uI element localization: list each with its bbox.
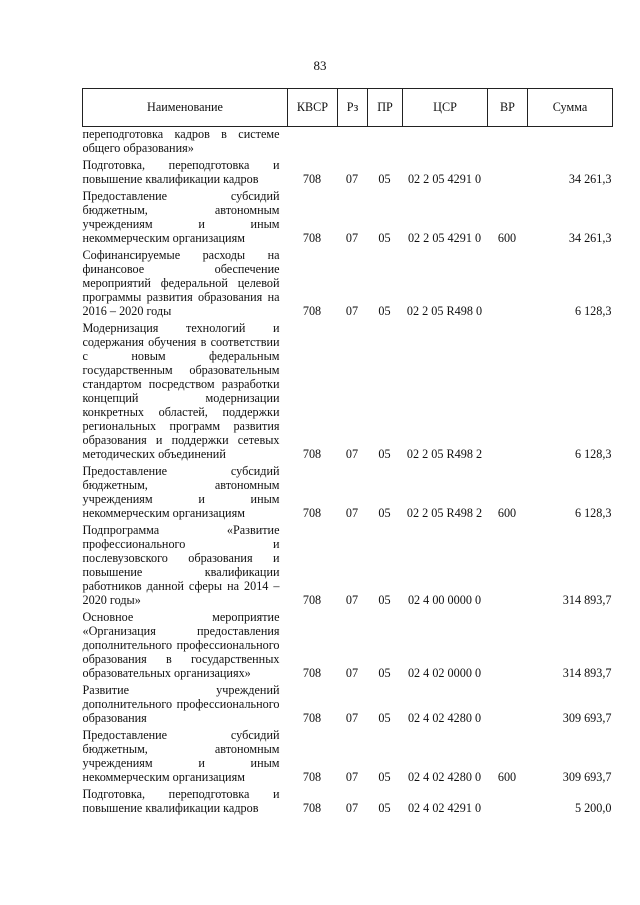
cell-name: переподготовка кадров в системе общего образования» bbox=[82, 127, 280, 155]
cell-csr: 02 4 02 4280 0 bbox=[407, 711, 482, 725]
cell-pr: 05 bbox=[378, 801, 391, 815]
cell-vr bbox=[488, 681, 528, 726]
cell-pr: 05 bbox=[378, 304, 391, 318]
cell-name: Подготовка, переподготовка и повышение квалификации кадров bbox=[82, 158, 280, 186]
cell-name: Развитие учреждений дополнительного профессионального образования bbox=[82, 683, 280, 725]
cell-pr: 05 bbox=[378, 666, 391, 680]
cell-pr: 05 bbox=[378, 711, 391, 725]
cell-csr bbox=[403, 127, 488, 157]
cell-sum: 6 128,3 bbox=[574, 506, 612, 520]
cell-pr: 05 bbox=[378, 593, 391, 607]
cell-kvsr bbox=[288, 127, 338, 157]
cell-vr bbox=[488, 785, 528, 816]
cell-csr: 02 4 02 4291 0 bbox=[407, 801, 482, 815]
header-rz: Рз bbox=[338, 89, 368, 127]
cell-kvsr: 708 bbox=[302, 231, 322, 245]
cell-vr: 600 bbox=[497, 770, 517, 784]
cell-vr: 600 bbox=[497, 231, 517, 245]
cell-name: Предоставление субсидий бюджетным, автономным учреждениям и иным некоммерческим организациям bbox=[82, 728, 280, 784]
table-row bbox=[83, 319, 613, 462]
cell-name: Предоставление субсидий бюджетным, автономным учреждениям и иным некоммерческим организациям bbox=[82, 464, 280, 520]
page-number: 83 bbox=[313, 58, 327, 73]
cell-rz: 07 bbox=[345, 506, 359, 520]
table-row bbox=[83, 726, 613, 785]
cell-sum: 6 128,3 bbox=[574, 447, 612, 461]
cell-pr: 05 bbox=[378, 172, 391, 186]
cell-rz: 07 bbox=[345, 304, 359, 318]
cell-sum: 314 893,7 bbox=[562, 593, 612, 607]
cell-rz: 07 bbox=[345, 231, 359, 245]
cell-sum bbox=[528, 127, 613, 157]
cell-vr: 600 bbox=[497, 506, 517, 520]
table-row bbox=[83, 608, 613, 681]
cell-sum: 309 693,7 bbox=[562, 711, 612, 725]
table-row bbox=[83, 246, 613, 319]
cell-name: Предоставление субсидий бюджетным, автономным учреждениям и иным некоммерческим организациям bbox=[82, 189, 280, 245]
cell-pr: 05 bbox=[378, 447, 391, 461]
cell-rz: 07 bbox=[345, 711, 359, 725]
cell-sum: 309 693,7 bbox=[562, 770, 612, 784]
header-kvsr: КВСР bbox=[288, 89, 338, 127]
cell-kvsr: 708 bbox=[302, 770, 322, 784]
table-row bbox=[83, 462, 613, 521]
cell-kvsr: 708 bbox=[302, 711, 322, 725]
cell-rz: 07 bbox=[345, 666, 359, 680]
budget-table bbox=[82, 88, 613, 816]
cell-name: Софинансируемые расходы на финансовое обеспечение мероприятий федеральной целевой программы развития образования на 2016 – 2020 годы bbox=[82, 248, 280, 318]
cell-csr: 02 2 05 R498 2 bbox=[406, 506, 483, 520]
cell-kvsr: 708 bbox=[302, 172, 322, 186]
cell-name: Модернизация технологий и содержания обучения в соответствии с новым федеральным государственным образовательным стандартом посредством разработки концепций модернизации конкретных областей, поддержки региональных программ развития образования и поддержки сетевых методических объединений bbox=[82, 321, 280, 461]
cell-vr bbox=[488, 127, 528, 157]
cell-sum: 314 893,7 bbox=[562, 666, 612, 680]
table-body bbox=[83, 127, 613, 817]
cell-rz: 07 bbox=[345, 447, 359, 461]
table-row bbox=[83, 156, 613, 187]
cell-csr: 02 2 05 4291 0 bbox=[407, 172, 482, 186]
cell-name: Подпрограмма «Развитие профессионального и послевузовского образования и повышение квалификации работников данной сферы на 2014 – 2020 годы» bbox=[82, 523, 280, 607]
cell-sum: 34 261,3 bbox=[568, 231, 612, 245]
cell-kvsr: 708 bbox=[302, 304, 322, 318]
cell-rz: 07 bbox=[345, 172, 359, 186]
table-row bbox=[83, 681, 613, 726]
table-row bbox=[83, 187, 613, 246]
cell-csr: 02 2 05 4291 0 bbox=[407, 231, 482, 245]
cell-sum: 5 200,0 bbox=[574, 801, 612, 815]
cell-csr: 02 2 05 R498 0 bbox=[406, 304, 483, 318]
cell-sum: 6 128,3 bbox=[574, 304, 612, 318]
cell-rz bbox=[338, 127, 368, 157]
header-vr: ВР bbox=[488, 89, 528, 127]
cell-vr bbox=[488, 319, 528, 462]
cell-kvsr: 708 bbox=[302, 593, 322, 607]
header-name: Наименование bbox=[83, 89, 288, 127]
cell-kvsr: 708 bbox=[302, 801, 322, 815]
cell-kvsr: 708 bbox=[302, 666, 322, 680]
table-header bbox=[83, 89, 613, 127]
header-sum: Сумма bbox=[528, 89, 613, 127]
cell-vr bbox=[488, 608, 528, 681]
table-row bbox=[83, 127, 613, 157]
cell-vr bbox=[488, 521, 528, 608]
cell-rz: 07 bbox=[345, 801, 359, 815]
cell-vr bbox=[488, 156, 528, 187]
table-row bbox=[83, 521, 613, 608]
cell-pr: 05 bbox=[378, 231, 391, 245]
cell-pr bbox=[368, 127, 403, 157]
cell-kvsr: 708 bbox=[302, 506, 322, 520]
cell-rz: 07 bbox=[345, 593, 359, 607]
cell-csr: 02 4 00 0000 0 bbox=[407, 593, 482, 607]
cell-pr: 05 bbox=[378, 506, 391, 520]
cell-csr: 02 4 02 0000 0 bbox=[407, 666, 482, 680]
cell-sum: 34 261,3 bbox=[568, 172, 612, 186]
cell-rz: 07 bbox=[345, 770, 359, 784]
cell-kvsr: 708 bbox=[302, 447, 322, 461]
table-row bbox=[83, 785, 613, 816]
cell-csr: 02 2 05 R498 2 bbox=[406, 447, 483, 461]
cell-csr: 02 4 02 4280 0 bbox=[407, 770, 482, 784]
cell-pr: 05 bbox=[378, 770, 391, 784]
cell-vr bbox=[488, 246, 528, 319]
header-pr: ПР bbox=[368, 89, 403, 127]
header-csr: ЦСР bbox=[403, 89, 488, 127]
cell-name: Основное мероприятие «Организация предоставления дополнительного профессионального образования в государственных образовательных организациях» bbox=[82, 610, 280, 680]
cell-name: Подготовка, переподготовка и повышение квалификации кадров bbox=[82, 787, 280, 815]
